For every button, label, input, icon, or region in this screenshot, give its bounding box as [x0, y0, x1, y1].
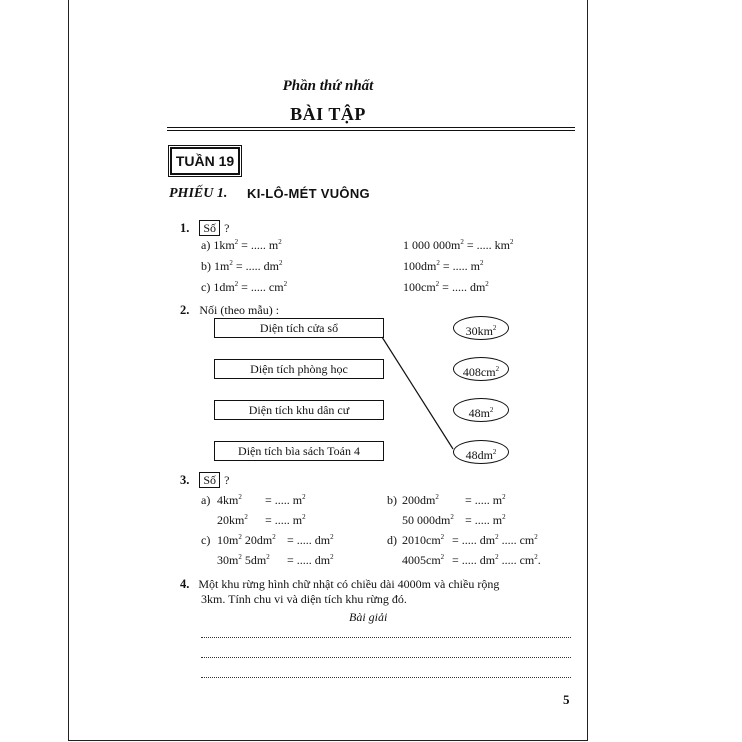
oval-48dm2: $48dm^2$: [453, 440, 509, 464]
sheet-title: KI-LÔ-MÉT VUÔNG: [247, 186, 370, 201]
ex3-b2-right: = ..... $m^2$: [465, 513, 506, 527]
ex3-d1-left: $2010cm^2$: [402, 533, 445, 547]
ex3-a2-left: $20km^2$: [217, 513, 248, 527]
ex3-d2-left: $4005cm^2$: [402, 553, 445, 567]
ex3-b-label: b): [387, 493, 397, 507]
exercise-number: 3.: [180, 473, 190, 487]
ex1-item-right-2: $100dm^2$ = ..... $m^2$: [403, 259, 484, 273]
ex3-a-label: a): [201, 493, 211, 507]
example-connector-line: [69, 0, 587, 740]
ex3-c2-right: = ..... $dm^2$: [287, 553, 334, 567]
area-box-classroom: Diện tích phòng học: [214, 359, 384, 379]
ex3-b1-right: = ..... $m^2$: [465, 493, 506, 507]
part-title: Phần thứ nhất: [282, 78, 374, 94]
so-box: Số: [199, 220, 220, 236]
ex3-c1-left: $10m^2$ $20dm^2$: [217, 533, 276, 547]
textbook-page: [68, 0, 588, 741]
main-title: BÀI TẬP: [290, 104, 366, 124]
answer-line-3[interactable]: [201, 677, 571, 678]
ex3-c-label: c): [201, 533, 211, 547]
problem-line-2: 3km. Tính chu vi và diện tích khu rừng đó.: [201, 592, 407, 606]
problem-line-1: Một khu rừng hình chữ nhật có chiều dài 4000m và chiều rộng: [198, 577, 500, 591]
answer-line-2[interactable]: [201, 657, 571, 658]
oval-408cm2: $408cm^2$: [453, 357, 509, 381]
oval-30km2: $30km^2$: [453, 316, 509, 340]
ex3-a1-right: = ..... $m^2$: [265, 493, 306, 507]
ex1-item-b: b) $1m^2$ = ..... $dm^2$: [201, 259, 283, 273]
exercise-4-heading: [180, 575, 499, 593]
ex3-b2-left: 50 $000dm^2$: [402, 513, 454, 527]
oval-48m2: $48m^2$: [453, 398, 509, 422]
ex1-item-a: a) $1km^2$ = ..... $m^2$: [201, 238, 282, 252]
ex1-item-right-3: $100cm^2$ = ..... $dm^2$: [403, 280, 489, 294]
area-box-window: Diện tích cửa sổ: [214, 318, 384, 338]
ex3-d2-right: = ..... $dm^2$ ..... $cm^2$.: [452, 553, 541, 567]
solution-label: Bài giải: [349, 610, 388, 624]
week-label: TUẦN 19: [170, 147, 240, 175]
ex3-c2-left: $30m^2$ $5dm^2$: [217, 553, 270, 567]
exercise-number: 2.: [180, 303, 190, 317]
ex3-a1-left: $4km^2$: [217, 493, 242, 507]
instruction: Nối (theo mẫu) :: [199, 303, 280, 317]
ex3-a2-right: = ..... $m^2$: [265, 513, 306, 527]
exercise-number: 4.: [180, 577, 190, 591]
ex3-d1-right: = ..... $dm^2$ ..... $cm^2$: [452, 533, 538, 547]
question-mark: ?: [224, 473, 230, 487]
answer-line-1[interactable]: [201, 637, 571, 638]
ex1-item-right-1: 1 000 $000m^2$ = ..... $km^2$: [403, 238, 514, 252]
so-box: Số: [199, 472, 220, 488]
page-number: 5: [563, 692, 570, 707]
exercise-number: 1.: [180, 221, 190, 235]
area-box-residential: Diện tích khu dân cư: [214, 400, 384, 420]
question-mark: ?: [224, 221, 230, 235]
area-box-book-cover: Diện tích bìa sách Toán 4: [214, 441, 384, 461]
ex3-b1-left: $200dm^2$: [402, 493, 439, 507]
ex3-c1-right: = ..... $dm^2$: [287, 533, 334, 547]
exercise-3-heading: [180, 471, 229, 489]
ex3-d-label: d): [387, 533, 397, 547]
sheet-label: PHIẾU 1.: [169, 186, 228, 201]
ex1-item-c: c) $1dm^2$ = ..... $cm^2$: [201, 280, 288, 294]
